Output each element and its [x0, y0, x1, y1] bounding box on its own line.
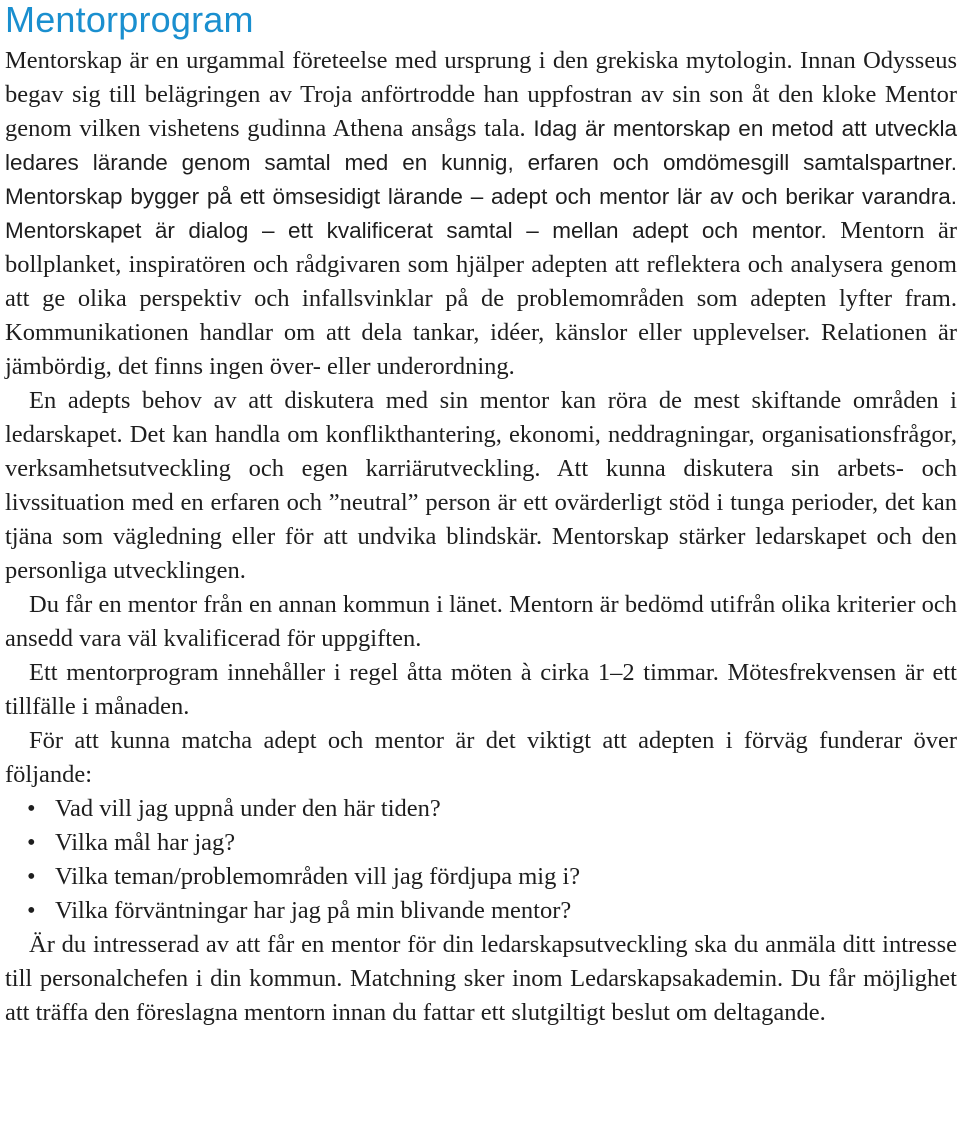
bullet-icon: • [27, 795, 36, 822]
list-item-text: Vad vill jag uppnå under den här tiden? [55, 795, 441, 822]
page-title: Mentorprogram [5, 0, 254, 40]
bullet-icon: • [27, 897, 36, 924]
list-item-text: Vilka mål har jag? [55, 829, 236, 856]
list-item [27, 860, 957, 894]
paragraph-adept-needs: En adepts behov av att diskutera med sin mentor kan röra de mest skiftande områden i ledarskapet. Det kan handla om konflikthantering, ekonomi, neddragningar, organisationsfrågor, verksamhetsutveckling och egen karriärutveckling. Att kunna diskutera sin arbets- och livssituation med en erfaren och ”neutral” person är ett ovärderligt stöd i tunga perioder, det kan tjäna som vägledning eller för att undvika blindskär. Mentorskap stärker ledarskapet och den personliga utvecklingen. [5, 387, 957, 584]
list-item [27, 792, 957, 826]
paragraph-application: Är du intresserad av att får en mentor för din ledarskapsutveckling ska du anmäla ditt intresse till personalchefen i din kommun. Matchning sker inom Ledarskapsakademin. Du får möjlighet att träffa den föreslagna mentorn innan du fattar ett slutgiltigt beslut om deltagande. [5, 931, 957, 1026]
document-body [5, 44, 957, 1030]
list-item [27, 894, 957, 928]
list-item-text: Vilka förväntningar har jag på min blivande mentor? [55, 897, 572, 924]
document-page [5, 0, 957, 1030]
paragraph-mentor-origin: Du får en mentor från en annan kommun i länet. Mentorn är bedömd utifrån olika kriterier och ansedd vara väl kvalificerad för uppgiften. [5, 591, 957, 652]
paragraph-intro-sans: Idag är mentorskap en metod att utveckla ledares lärande genom samtal med en kunnig, erfaren och omdömesgill samtalspartner. Mentorskap bygger på ett ömsesidigt lärande – adept och mentor lär av och berikar varandra. Mentorskapet är dialog – ett kvalificerat samtal – mellan adept och mentor. [5, 116, 957, 243]
bullet-icon: • [27, 829, 36, 856]
list-item-text: Vilka teman/problemområden vill jag fördjupa mig i? [55, 863, 581, 890]
question-list [5, 792, 957, 928]
paragraph-intro-end: Mentorn är bollplanket, inspiratören och rådgivaren som hjälper adepten att reflektera och analysera genom att ge olika perspektiv och infallsvinklar på de problemområden som adepten lyfter fram. Kommunikationen handlar om att dela tankar, idéer, känslor eller upplevelser. Relationen är jämbördig, det finns ingen över- eller underordning. [5, 217, 958, 380]
paragraph-matching: För att kunna matcha adept och mentor är det viktigt att adepten i förväg funderar över följande: [5, 727, 957, 788]
paragraph-intro-serif: Mentorskap är en urgammal företeelse med ursprung i den grekiska mytologin. Innan Odysseus begav sig till belägringen av Troja anförtrodde han uppfostran av sin son åt den kloke Mentor genom vilken vishetens gudinna Athena ansågs tala. [5, 47, 957, 142]
list-item [27, 826, 957, 860]
paragraph-intro [5, 44, 957, 384]
paragraph-program-length: Ett mentorprogram innehåller i regel åtta möten à cirka 1–2 timmar. Mötesfrekvensen är ett tillfälle i månaden. [5, 659, 957, 720]
bullet-icon: • [27, 863, 36, 890]
